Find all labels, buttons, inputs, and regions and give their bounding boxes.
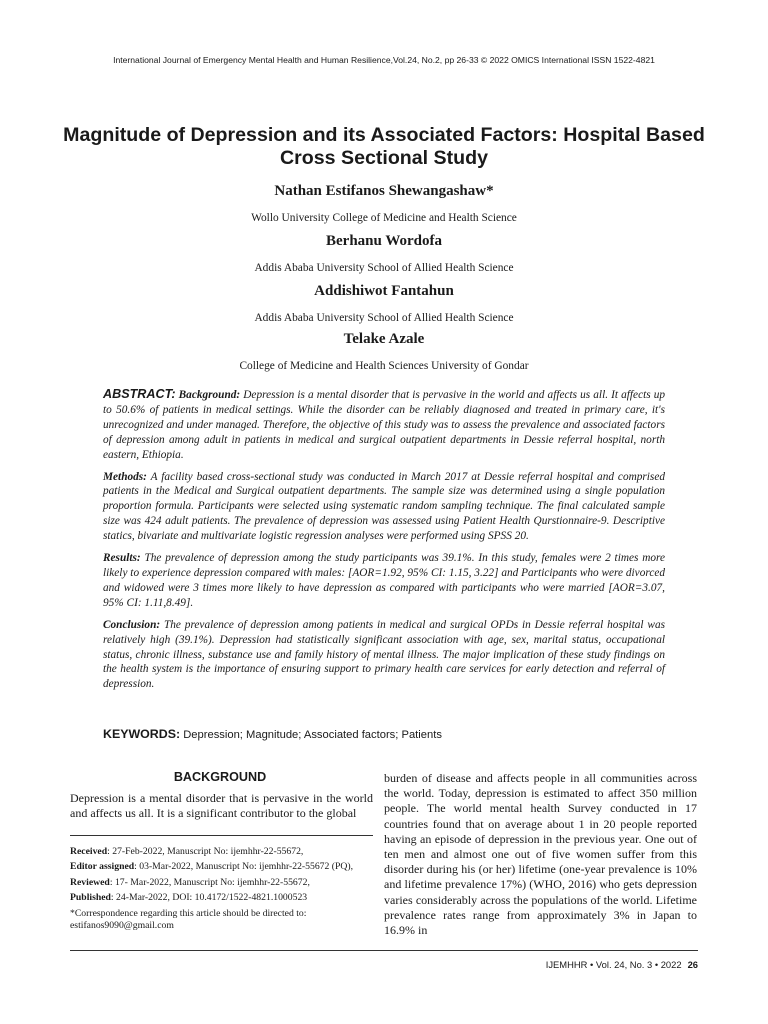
editor-note	[70, 859, 373, 874]
article-title: Magnitude of Depression and its Associated Factors: Hospital Based Cross Sectional Study	[63, 124, 705, 169]
author-name: Telake Azale	[343, 331, 425, 347]
author-name: Addishiwot Fantahun	[314, 283, 454, 299]
keywords-label: KEYWORDS:	[103, 727, 181, 741]
abstract	[103, 387, 665, 699]
methods-label: Methods:	[103, 470, 147, 483]
author-name: Berhanu Wordofa	[326, 233, 442, 249]
author-name: Nathan Estifanos Shewangashaw*	[274, 183, 494, 199]
footnote-divider	[70, 835, 373, 836]
received-label: Received	[70, 846, 108, 857]
background-heading: BACKGROUND	[173, 770, 267, 784]
results-label: Results:	[103, 552, 141, 565]
author-affiliation: Addis Ababa University School of Allied Health Science	[254, 312, 514, 324]
abstract-conclusion	[103, 618, 665, 693]
abstract-methods	[103, 470, 665, 545]
journal-header: International Journal of Emergency Mental Health and Human Resilience,Vol.24, No.2, pp 26-33 © 2022 OMICS International ISSN 1522-4821	[113, 55, 655, 65]
background-text-left: Depression is a mental disorder that is pervasive in the world and affects us all. It is a significant contributor to the global	[70, 791, 373, 820]
page-footer	[400, 959, 698, 970]
author-affiliation: College of Medicine and Health Sciences University of Gondar	[239, 360, 529, 372]
keywords-text: Depression; Magnitude; Associated factors; Patients	[183, 729, 442, 741]
author-affiliation: Addis Ababa University School of Allied Health Science	[254, 262, 514, 274]
published-label: Published	[70, 891, 111, 903]
reviewed-label: Reviewed	[70, 876, 110, 888]
abstract-heading: ABSTRACT:	[103, 387, 176, 401]
reviewed-text: : 17- Mar-2022, Manuscript No: ijemhhr-22-55672,	[109, 876, 310, 888]
published-note	[70, 890, 373, 905]
editor-text: : 03-Mar-2022, Manuscript No: ijemhhr-22-55672 (PQ),	[134, 861, 354, 873]
correspondence-note: *Correspondence regarding this article should be directed to: estifanos9090@gmail.com	[70, 908, 307, 931]
background-text: Depression is a mental disorder that is pervasive in the world and affects us all. It affects up to 50.6% of patients in medical settings. While the disorder can be reliably diagnosed and treated in primary care, it's unrecognized and under managed. Therefore, the objective of this study was to assess the prevalence and associated factors of depression among adult in patients in medical and surgical outpatient departments in Dessie referral hospital, north eastern, Ethiopia.	[103, 389, 666, 461]
abstract-results	[103, 551, 665, 611]
conclusion-label: Conclusion:	[103, 618, 161, 631]
footnotes	[70, 844, 373, 931]
footer-citation: IJEMHHR • Vol. 24, No. 3 • 2022	[545, 959, 682, 970]
editor-label: Editor assigned	[70, 861, 135, 873]
author-affiliation: Wollo University College of Medicine and Health Science	[251, 212, 517, 224]
page-number: 26	[687, 959, 698, 970]
abstract-background	[103, 387, 665, 463]
received-text: : 27-Feb-2022, Manuscript No: ijemhhr-22-55672,	[107, 846, 304, 857]
received-note	[70, 844, 373, 859]
results-text: The prevalence of depression among the study participants was 39.1%. In this study, females were 2 times more likely to experience depression compared with males: [AOR=1.92, 95% CI: 1.15, 3.22] and Participants who were divorced and widowed were 3 times more likely to have depression as compared with participants who were married [AOR=3.07, 95% CI: 1.11,8.49].	[103, 552, 665, 609]
reviewed-note	[70, 875, 373, 890]
background-label: Background:	[178, 389, 241, 401]
keywords	[103, 727, 665, 741]
background-text-right: burden of disease and affects people in all communities across the world. Today, depression is estimated to affect 350 million people. The world mental health Survey conducted in 17 countries found that on average about 1 in 20 people reported having an episode of depression in the previous year. One out of ten men and almost one out of five women suffer from this disorder during his (or her) lifetime (one-year prevalence is 10% and lifetime prevalence 17%) (WHO, 2016) who gets depression varies considerably across the populations of the world. Lifetime prevalence rates range from approximately 3% in Japan to 16.9% in	[384, 771, 697, 938]
published-text: : 24-Mar-2022, DOI: 10.4172/1522-4821.1000523	[110, 891, 308, 903]
methods-text: A facility based cross-sectional study was conducted in March 2017 at Dessie referral hospital and comprised patients in the Medical and Surgical outpatient departments. The sample size was determined using a single population proportion formula. Participants were selected using systematic random sampling technique. The final calculated sample size was 424 adult patients. The prevalence of depression was assessed using Patient Health Qurstionnaire-9. Descriptive statics, bivariate and multivariate logistic regression analyses were performed using SPSS 20.	[103, 470, 665, 543]
conclusion-text: The prevalence of depression among patients in medical and surgical OPDs in Dessie referral hospital was relatively high (39.1%). Depression had statistically significant association with age, sex, marital status, occupational status, chronic illness, substance use and family history of mental illness. The major implication of these study findings on the health system is the importance of ensuring support to primary health care services for early detection and referral of depression.	[103, 618, 665, 691]
footer-divider	[70, 950, 698, 951]
